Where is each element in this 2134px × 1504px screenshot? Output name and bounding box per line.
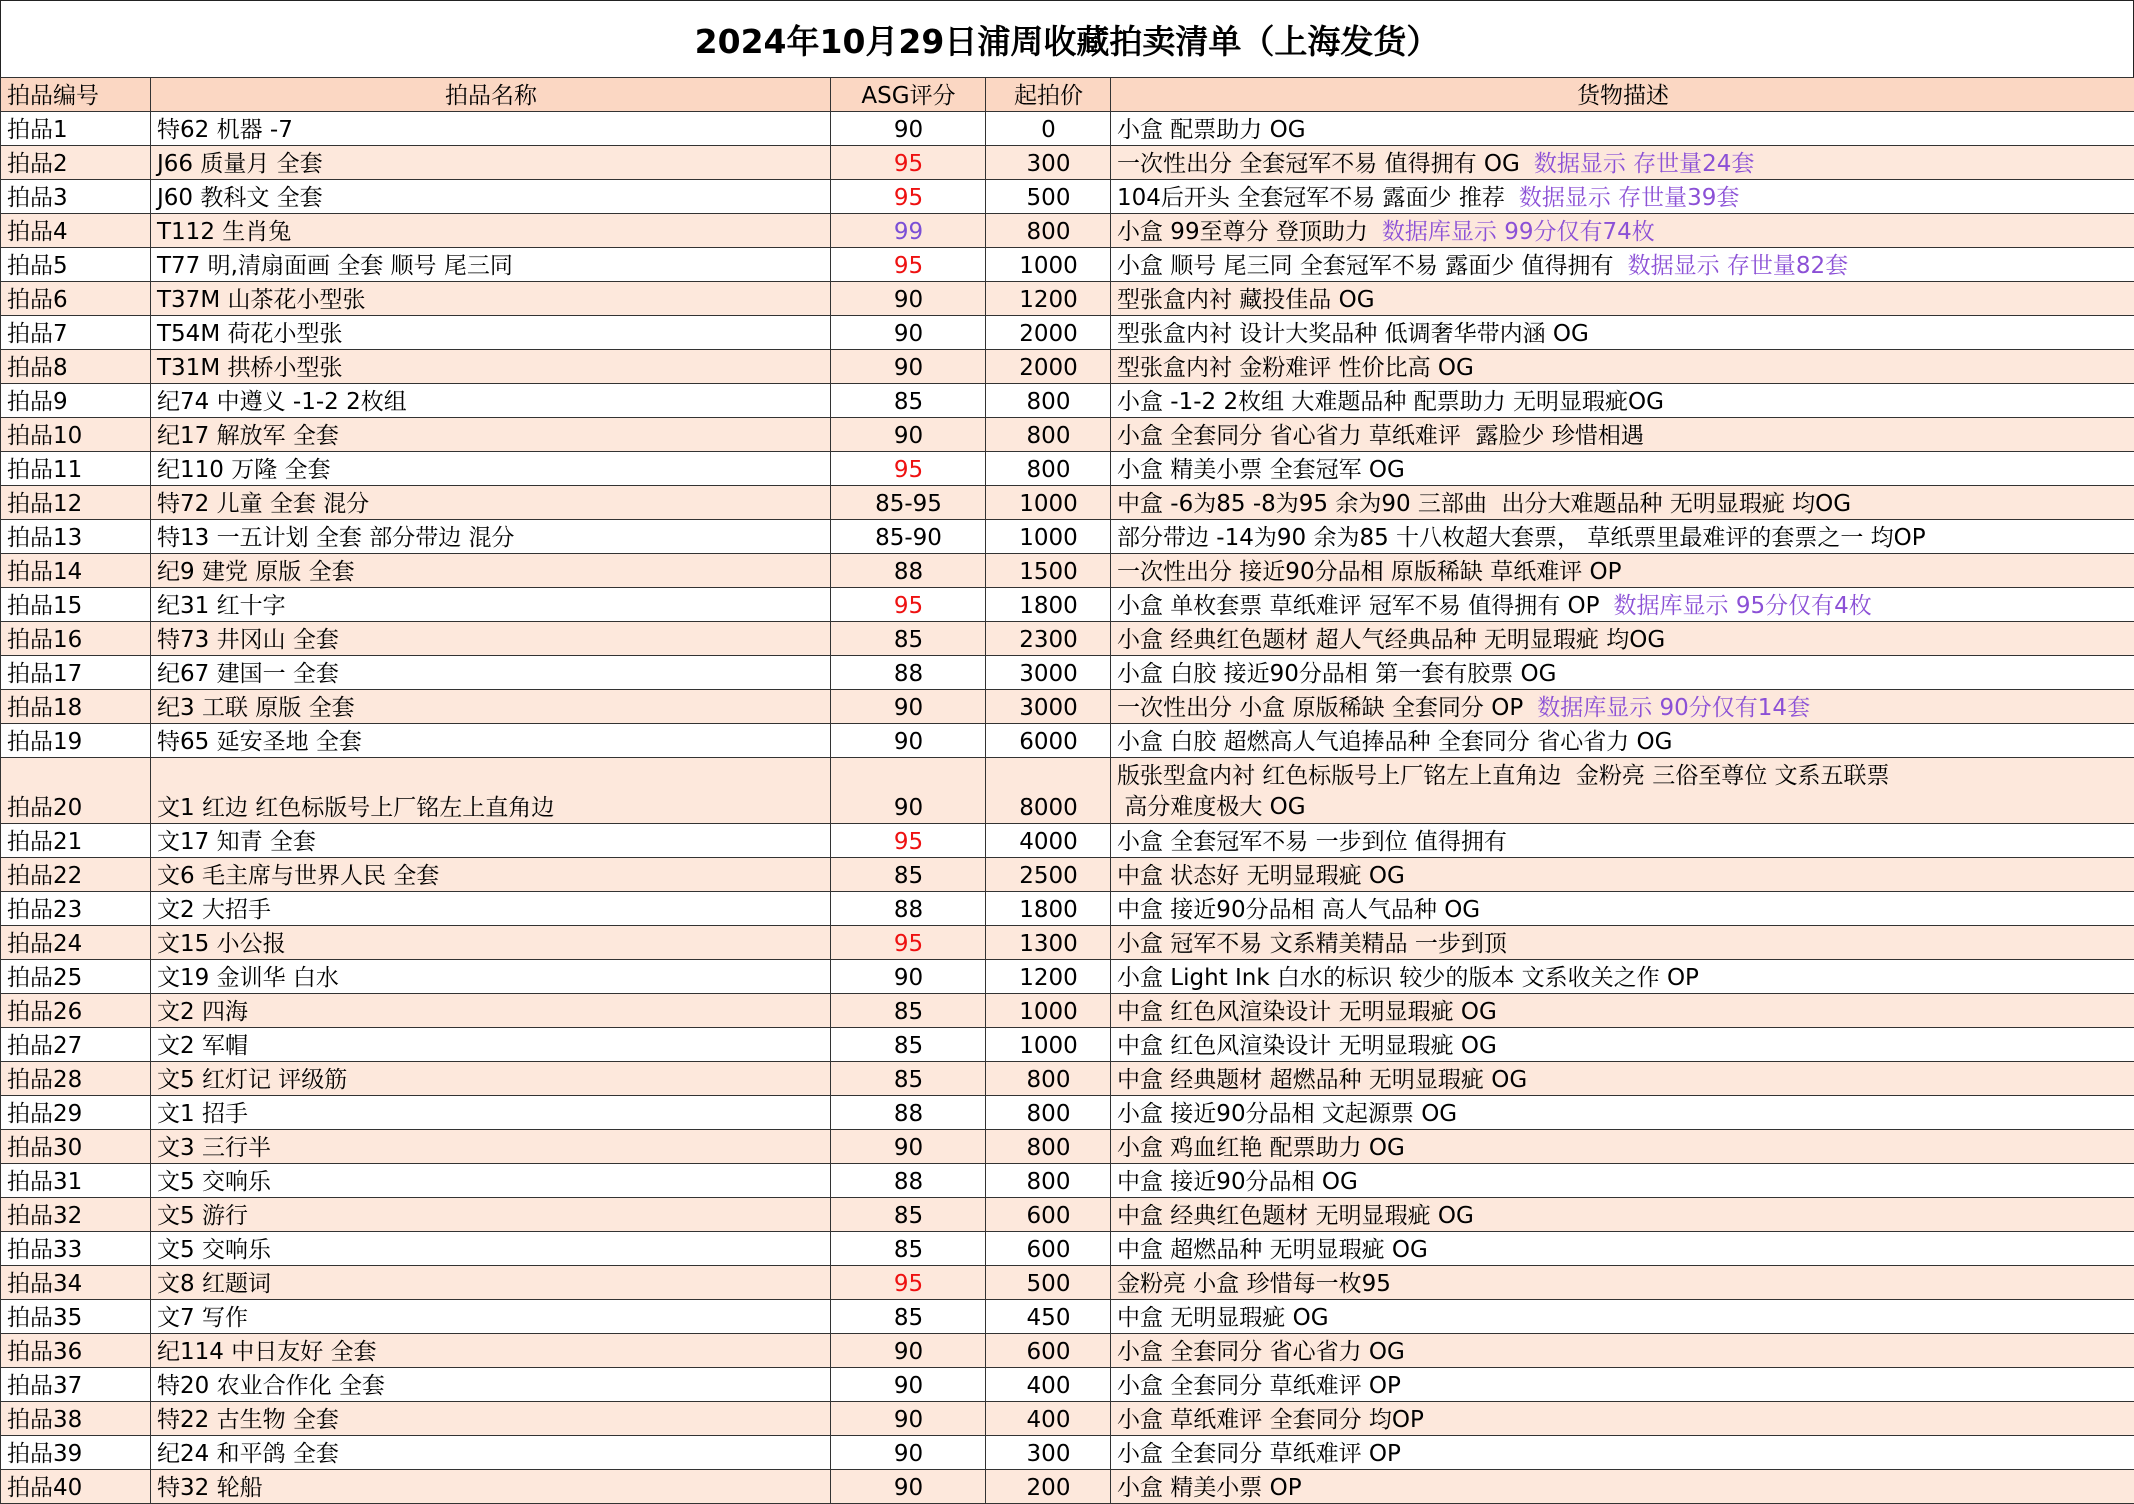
start-price-cell: 600: [986, 1334, 1111, 1368]
description-text: 小盒 全套冠军不易 一步到位 值得拥有: [1117, 829, 1507, 855]
asg-grade-cell: 95: [831, 180, 986, 214]
description-text: 一次性出分 接近90分品相 原版稀缺 草纸难评 OP: [1117, 559, 1621, 585]
description-text: 小盒 经典红色题材 超人气经典品种 无明显瑕疵 均OG: [1117, 627, 1665, 653]
data-note: 数据库显示 99分仅有74枚: [1382, 219, 1655, 245]
description-cell: [1111, 214, 2134, 248]
description-cell: [1111, 554, 2134, 588]
lot-name-cell: 特22 古生物 全套: [151, 1402, 831, 1436]
asg-grade-cell: 90: [831, 112, 986, 146]
description-text: 中盒 经典红色题材 无明显瑕疵 OG: [1117, 1203, 1474, 1229]
lot-number-cell: 拍品31: [1, 1164, 151, 1198]
table-row: [1, 824, 2134, 858]
lot-number-cell: 拍品25: [1, 960, 151, 994]
asg-grade-cell: 90: [831, 724, 986, 758]
description-cell: [1111, 486, 2134, 520]
start-price-cell: 300: [986, 146, 1111, 180]
asg-grade-cell: 85: [831, 1198, 986, 1232]
start-price-cell: 1000: [986, 1028, 1111, 1062]
table-row: [1, 180, 2134, 214]
start-price-cell: 800: [986, 418, 1111, 452]
start-price-cell: 200: [986, 1470, 1111, 1504]
lot-name-cell: 文3 三行半: [151, 1130, 831, 1164]
table-row: [1, 350, 2134, 384]
lot-name-cell: 文5 游行: [151, 1198, 831, 1232]
description-text: 小盒 接近90分品相 文起源票 OG: [1117, 1101, 1457, 1127]
asg-grade-cell: 90: [831, 1402, 986, 1436]
asg-grade-cell: 88: [831, 554, 986, 588]
description-text: 中盒 无明显瑕疵 OG: [1117, 1305, 1329, 1331]
lot-number-cell: 拍品1: [1, 112, 151, 146]
description-text: 小盒 全套同分 草纸难评 OP: [1117, 1441, 1401, 1467]
description-text: 小盒 全套同分 省心省力 OG: [1117, 1339, 1405, 1365]
start-price-cell: 1000: [986, 520, 1111, 554]
description-text: 小盒 精美小票 全套冠军 OG: [1117, 457, 1405, 483]
start-price-cell: 2300: [986, 622, 1111, 656]
lot-number-cell: 拍品5: [1, 248, 151, 282]
description-text: 小盒 单枚套票 草纸难评 冠军不易 值得拥有 OP: [1117, 593, 1600, 619]
asg-grade-cell: 99: [831, 214, 986, 248]
asg-grade-cell: 90: [831, 282, 986, 316]
description-cell: [1111, 282, 2134, 316]
lot-number-cell: 拍品23: [1, 892, 151, 926]
lot-name-cell: 文6 毛主席与世界人民 全套: [151, 858, 831, 892]
description-text: 部分带边 -14为90 余为85 十八枚超大套票， 草纸票里最难评的套票之一 均OP: [1117, 525, 1926, 551]
description-cell: [1111, 1402, 2134, 1436]
asg-grade-cell: 85-90: [831, 520, 986, 554]
lot-name-cell: T77 明,清扇面画 全套 顺号 尾三同: [151, 248, 831, 282]
start-price-cell: 800: [986, 1062, 1111, 1096]
description-cell: [1111, 994, 2134, 1028]
start-price-cell: 500: [986, 180, 1111, 214]
lot-name-cell: 纪114 中日友好 全套: [151, 1334, 831, 1368]
table-row: [1, 656, 2134, 690]
lot-name-cell: 文8 红题词: [151, 1266, 831, 1300]
asg-grade-cell: 85: [831, 622, 986, 656]
lot-name-cell: 文5 交响乐: [151, 1232, 831, 1266]
start-price-cell: 600: [986, 1198, 1111, 1232]
description-cell: [1111, 1334, 2134, 1368]
description-cell: [1111, 1198, 2134, 1232]
description-cell: [1111, 146, 2134, 180]
start-price-cell: 4000: [986, 824, 1111, 858]
start-price-cell: 1800: [986, 588, 1111, 622]
table-row: [1, 146, 2134, 180]
start-price-cell: 6000: [986, 724, 1111, 758]
start-price-cell: 1500: [986, 554, 1111, 588]
lot-number-cell: 拍品12: [1, 486, 151, 520]
lot-number-cell: 拍品13: [1, 520, 151, 554]
lot-number-cell: 拍品37: [1, 1368, 151, 1402]
lot-name-cell: 纪3 工联 原版 全套: [151, 690, 831, 724]
description-text: 中盒 状态好 无明显瑕疵 OG: [1117, 863, 1405, 889]
description-text: 小盒 白胶 超燃高人气追捧品种 全套同分 省心省力 OG: [1117, 729, 1672, 755]
table-row: [1, 316, 2134, 350]
asg-grade-cell: 85: [831, 858, 986, 892]
start-price-cell: 500: [986, 1266, 1111, 1300]
start-price-cell: 8000: [986, 758, 1111, 824]
description-text: 小盒 全套同分 省心省力 草纸难评 露脸少 珍惜相遇: [1117, 423, 1644, 449]
lot-name-cell: 文2 四海: [151, 994, 831, 1028]
asg-grade-cell: 85: [831, 1232, 986, 1266]
asg-grade-cell: 95: [831, 1266, 986, 1300]
lot-number-cell: 拍品29: [1, 1096, 151, 1130]
lot-number-cell: 拍品34: [1, 1266, 151, 1300]
description-cell: [1111, 758, 2134, 824]
description-cell: [1111, 452, 2134, 486]
table-row: [1, 486, 2134, 520]
description-text: 型张盒内衬 设计大奖品种 低调奢华带内涵 OG: [1117, 321, 1589, 347]
description-text: 一次性出分 全套冠军不易 值得拥有 OG: [1117, 151, 1520, 177]
lot-number-cell: 拍品6: [1, 282, 151, 316]
start-price-cell: 3000: [986, 690, 1111, 724]
asg-grade-cell: 88: [831, 656, 986, 690]
description-cell: [1111, 350, 2134, 384]
start-price-cell: 1300: [986, 926, 1111, 960]
table-row: [1, 1028, 2134, 1062]
description-cell: [1111, 1368, 2134, 1402]
lot-number-cell: 拍品14: [1, 554, 151, 588]
asg-grade-cell: 85: [831, 1062, 986, 1096]
lot-number-cell: 拍品17: [1, 656, 151, 690]
lot-name-cell: J66 质量月 全套: [151, 146, 831, 180]
table-row: [1, 1096, 2134, 1130]
lot-number-cell: 拍品9: [1, 384, 151, 418]
table-row: [1, 960, 2134, 994]
description-cell: [1111, 892, 2134, 926]
description-text: 型张盒内衬 藏投佳品 OG: [1117, 287, 1375, 313]
start-price-cell: 600: [986, 1232, 1111, 1266]
lot-name-cell: 文17 知青 全套: [151, 824, 831, 858]
asg-grade-cell: 88: [831, 1096, 986, 1130]
description-text: 104后开头 全套冠军不易 露面少 推荐: [1117, 185, 1505, 211]
description-cell: [1111, 1436, 2134, 1470]
start-price-cell: 2500: [986, 858, 1111, 892]
lot-name-cell: 纪9 建党 原版 全套: [151, 554, 831, 588]
description-cell: [1111, 1130, 2134, 1164]
description-text: 小盒 全套同分 草纸难评 OP: [1117, 1373, 1401, 1399]
table-row: [1, 724, 2134, 758]
lot-name-cell: T112 生肖兔: [151, 214, 831, 248]
asg-grade-cell: 95: [831, 248, 986, 282]
lot-name-cell: 特72 儿童 全套 混分: [151, 486, 831, 520]
lot-name-cell: 特62 机器 -7: [151, 112, 831, 146]
table-row: [1, 1164, 2134, 1198]
lot-number-cell: 拍品39: [1, 1436, 151, 1470]
description-text: 中盒 超燃品种 无明显瑕疵 OG: [1117, 1237, 1428, 1263]
description-cell: [1111, 690, 2134, 724]
description-cell: [1111, 1028, 2134, 1062]
lot-number-cell: 拍品18: [1, 690, 151, 724]
description-cell: [1111, 316, 2134, 350]
lot-number-cell: 拍品22: [1, 858, 151, 892]
description-text: 金粉亮 小盒 珍惜每一枚95: [1117, 1271, 1391, 1297]
asg-grade-cell: 88: [831, 892, 986, 926]
table-row: [1, 1334, 2134, 1368]
description-cell: [1111, 960, 2134, 994]
start-price-cell: 3000: [986, 656, 1111, 690]
start-price-cell: 1200: [986, 960, 1111, 994]
lot-number-cell: 拍品27: [1, 1028, 151, 1062]
table-row: [1, 858, 2134, 892]
lot-number-cell: 拍品4: [1, 214, 151, 248]
table-row: [1, 1300, 2134, 1334]
description-cell: [1111, 384, 2134, 418]
asg-grade-cell: 85: [831, 1300, 986, 1334]
table-row: [1, 758, 2134, 824]
start-price-cell: 2000: [986, 316, 1111, 350]
description-text: 中盒 红色风渲染设计 无明显瑕疵 OG: [1117, 1033, 1497, 1059]
description-cell: [1111, 622, 2134, 656]
description-cell: [1111, 418, 2134, 452]
description-text: 版张型盒内衬 红色标版号上厂铭左上直角边 金粉亮 三俗至尊位 文系五联票 高分难度极大 OG: [1117, 763, 1890, 820]
lot-number-cell: 拍品33: [1, 1232, 151, 1266]
description-cell: [1111, 588, 2134, 622]
start-price-cell: 800: [986, 1130, 1111, 1164]
table-row: [1, 1266, 2134, 1300]
description-cell: [1111, 1062, 2134, 1096]
lot-name-cell: 文1 招手: [151, 1096, 831, 1130]
asg-grade-cell: 95: [831, 452, 986, 486]
description-cell: [1111, 724, 2134, 758]
table-row: [1, 1470, 2134, 1504]
auction-table: [0, 77, 2134, 1504]
data-note: 数据库显示 95分仅有4枚: [1614, 593, 1872, 619]
start-price-cell: 800: [986, 1164, 1111, 1198]
table-row: [1, 1436, 2134, 1470]
lot-number-cell: 拍品28: [1, 1062, 151, 1096]
start-price-cell: 1200: [986, 282, 1111, 316]
lot-number-cell: 拍品15: [1, 588, 151, 622]
asg-grade-cell: 90: [831, 690, 986, 724]
lot-name-cell: 纪110 万隆 全套: [151, 452, 831, 486]
data-note: 数据显示 存世量24套: [1534, 151, 1755, 177]
start-price-cell: 800: [986, 1096, 1111, 1130]
lot-number-cell: 拍品21: [1, 824, 151, 858]
description-text: 中盒 接近90分品相 高人气品种 OG: [1117, 897, 1480, 923]
start-price-cell: 1000: [986, 994, 1111, 1028]
asg-grade-cell: 85: [831, 1028, 986, 1062]
lot-number-cell: 拍品3: [1, 180, 151, 214]
lot-number-cell: 拍品30: [1, 1130, 151, 1164]
description-cell: [1111, 1470, 2134, 1504]
description-cell: [1111, 824, 2134, 858]
lot-number-cell: 拍品16: [1, 622, 151, 656]
description-text: 小盒 白胶 接近90分品相 第一套有胶票 OG: [1117, 661, 1556, 687]
table-row: [1, 1062, 2134, 1096]
lot-number-cell: 拍品7: [1, 316, 151, 350]
description-text: 小盒 99至尊分 登顶助力: [1117, 219, 1368, 245]
description-text: 中盒 经典题材 超燃品种 无明显瑕疵 OG: [1117, 1067, 1527, 1093]
table-row: [1, 1232, 2134, 1266]
asg-grade-cell: 90: [831, 758, 986, 824]
data-note: 数据库显示 90分仅有14套: [1537, 695, 1810, 721]
description-text: 型张盒内衬 金粉难评 性价比高 OG: [1117, 355, 1474, 381]
lot-name-cell: 文1 红边 红色标版号上厂铭左上直角边: [151, 758, 831, 824]
description-text: 小盒 冠军不易 文系精美精品 一步到顶: [1117, 931, 1507, 957]
asg-grade-cell: 90: [831, 1368, 986, 1402]
lot-name-cell: J60 教科文 全套: [151, 180, 831, 214]
description-cell: [1111, 1164, 2134, 1198]
start-price-cell: 1000: [986, 248, 1111, 282]
table-row: [1, 1130, 2134, 1164]
table-row: [1, 1402, 2134, 1436]
description-text: 中盒 红色风渲染设计 无明显瑕疵 OG: [1117, 999, 1497, 1025]
table-row: [1, 112, 2134, 146]
lot-name-cell: 特65 延安圣地 全套: [151, 724, 831, 758]
lot-name-cell: 文7 写作: [151, 1300, 831, 1334]
table-row: [1, 1198, 2134, 1232]
asg-grade-cell: 90: [831, 1470, 986, 1504]
description-text: 小盒 精美小票 OP: [1117, 1475, 1302, 1501]
asg-grade-cell: 90: [831, 316, 986, 350]
asg-grade-cell: 90: [831, 1334, 986, 1368]
start-price-cell: 0: [986, 112, 1111, 146]
table-row: [1, 926, 2134, 960]
lot-name-cell: 特13 一五计划 全套 部分带边 混分: [151, 520, 831, 554]
lot-name-cell: T54M 荷花小型张: [151, 316, 831, 350]
lot-name-cell: 纪74 中遵义 -1-2 2枚组: [151, 384, 831, 418]
asg-grade-cell: 90: [831, 1436, 986, 1470]
lot-number-cell: 拍品8: [1, 350, 151, 384]
description-text: 小盒 Light Ink 白水的标识 较少的版本 文系收关之作 OP: [1117, 965, 1699, 991]
asg-grade-cell: 90: [831, 960, 986, 994]
lot-name-cell: 特20 农业合作化 全套: [151, 1368, 831, 1402]
lot-name-cell: 纪31 红十字: [151, 588, 831, 622]
header-asg-grade: ASG评分: [831, 78, 986, 112]
lot-name-cell: T31M 拱桥小型张: [151, 350, 831, 384]
table-row: [1, 452, 2134, 486]
table-row: [1, 588, 2134, 622]
table-row: [1, 418, 2134, 452]
lot-name-cell: 纪24 和平鸽 全套: [151, 1436, 831, 1470]
lot-number-cell: 拍品11: [1, 452, 151, 486]
lot-number-cell: 拍品36: [1, 1334, 151, 1368]
lot-number-cell: 拍品24: [1, 926, 151, 960]
lot-number-cell: 拍品26: [1, 994, 151, 1028]
start-price-cell: 800: [986, 452, 1111, 486]
asg-grade-cell: 90: [831, 1130, 986, 1164]
description-text: 中盒 接近90分品相 OG: [1117, 1169, 1358, 1195]
lot-name-cell: 文5 交响乐: [151, 1164, 831, 1198]
table-row: [1, 384, 2134, 418]
lot-name-cell: 文5 红灯记 评级筋: [151, 1062, 831, 1096]
lot-number-cell: 拍品10: [1, 418, 151, 452]
description-text: 小盒 顺号 尾三同 全套冠军不易 露面少 值得拥有: [1117, 253, 1614, 279]
lot-name-cell: 文15 小公报: [151, 926, 831, 960]
asg-grade-cell: 95: [831, 926, 986, 960]
table-row: [1, 554, 2134, 588]
start-price-cell: 1800: [986, 892, 1111, 926]
description-cell: [1111, 1096, 2134, 1130]
description-cell: [1111, 858, 2134, 892]
description-text: 小盒 鸡血红艳 配票助力 OG: [1117, 1135, 1405, 1161]
table-row: [1, 892, 2134, 926]
lot-number-cell: 拍品35: [1, 1300, 151, 1334]
start-price-cell: 400: [986, 1402, 1111, 1436]
description-text: 小盒 -1-2 2枚组 大难题品种 配票助力 无明显瑕疵OG: [1117, 389, 1664, 415]
start-price-cell: 2000: [986, 350, 1111, 384]
table-row: [1, 1368, 2134, 1402]
asg-grade-cell: 95: [831, 146, 986, 180]
table-row: [1, 994, 2134, 1028]
header-lot-name: 拍品名称: [151, 78, 831, 112]
header-start-price: 起拍价: [986, 78, 1111, 112]
start-price-cell: 1000: [986, 486, 1111, 520]
lot-number-cell: 拍品40: [1, 1470, 151, 1504]
lot-name-cell: 特32 轮船: [151, 1470, 831, 1504]
lot-number-cell: 拍品38: [1, 1402, 151, 1436]
table-row: [1, 520, 2134, 554]
table-row: [1, 248, 2134, 282]
lot-name-cell: 特73 井冈山 全套: [151, 622, 831, 656]
data-note: 数据显示 存世量82套: [1628, 253, 1849, 279]
data-note: 数据显示 存世量39套: [1519, 185, 1740, 211]
lot-number-cell: 拍品19: [1, 724, 151, 758]
description-text: 中盒 -6为85 -8为95 余为90 三部曲 出分大难题品种 无明显瑕疵 均OG: [1117, 491, 1851, 517]
asg-grade-cell: 85-95: [831, 486, 986, 520]
table-row: [1, 214, 2134, 248]
asg-grade-cell: 90: [831, 418, 986, 452]
table-row: [1, 690, 2134, 724]
lot-name-cell: 文19 金训华 白水: [151, 960, 831, 994]
start-price-cell: 800: [986, 384, 1111, 418]
table-body: [1, 112, 2134, 1504]
asg-grade-cell: 88: [831, 1164, 986, 1198]
lot-name-cell: 纪17 解放军 全套: [151, 418, 831, 452]
asg-grade-cell: 95: [831, 824, 986, 858]
header-row: [1, 78, 2134, 112]
description-cell: [1111, 520, 2134, 554]
asg-grade-cell: 90: [831, 350, 986, 384]
description-cell: [1111, 926, 2134, 960]
lot-number-cell: 拍品32: [1, 1198, 151, 1232]
table-row: [1, 282, 2134, 316]
description-cell: [1111, 656, 2134, 690]
sheet-title: 2024年10月29日浦周收藏拍卖清单（上海发货）: [0, 0, 2134, 77]
description-cell: [1111, 1266, 2134, 1300]
start-price-cell: 300: [986, 1436, 1111, 1470]
asg-grade-cell: 95: [831, 588, 986, 622]
asg-grade-cell: 85: [831, 384, 986, 418]
lot-name-cell: T37M 山茶花小型张: [151, 282, 831, 316]
description-cell: [1111, 1232, 2134, 1266]
description-cell: [1111, 248, 2134, 282]
start-price-cell: 800: [986, 214, 1111, 248]
header-lot-number: 拍品编号: [1, 78, 151, 112]
table-row: [1, 622, 2134, 656]
lot-number-cell: 拍品2: [1, 146, 151, 180]
lot-number-cell: 拍品20: [1, 758, 151, 824]
description-text: 一次性出分 小盒 原版稀缺 全套同分 OP: [1117, 695, 1523, 721]
description-text: 小盒 草纸难评 全套同分 均OP: [1117, 1407, 1424, 1433]
lot-name-cell: 文2 大招手: [151, 892, 831, 926]
lot-name-cell: 文2 军帽: [151, 1028, 831, 1062]
asg-grade-cell: 85: [831, 994, 986, 1028]
start-price-cell: 450: [986, 1300, 1111, 1334]
start-price-cell: 400: [986, 1368, 1111, 1402]
lot-name-cell: 纪67 建国一 全套: [151, 656, 831, 690]
description-text: 小盒 配票助力 OG: [1117, 117, 1306, 143]
header-description: 货物描述: [1111, 78, 2134, 112]
description-cell: [1111, 1300, 2134, 1334]
description-cell: [1111, 180, 2134, 214]
description-cell: [1111, 112, 2134, 146]
